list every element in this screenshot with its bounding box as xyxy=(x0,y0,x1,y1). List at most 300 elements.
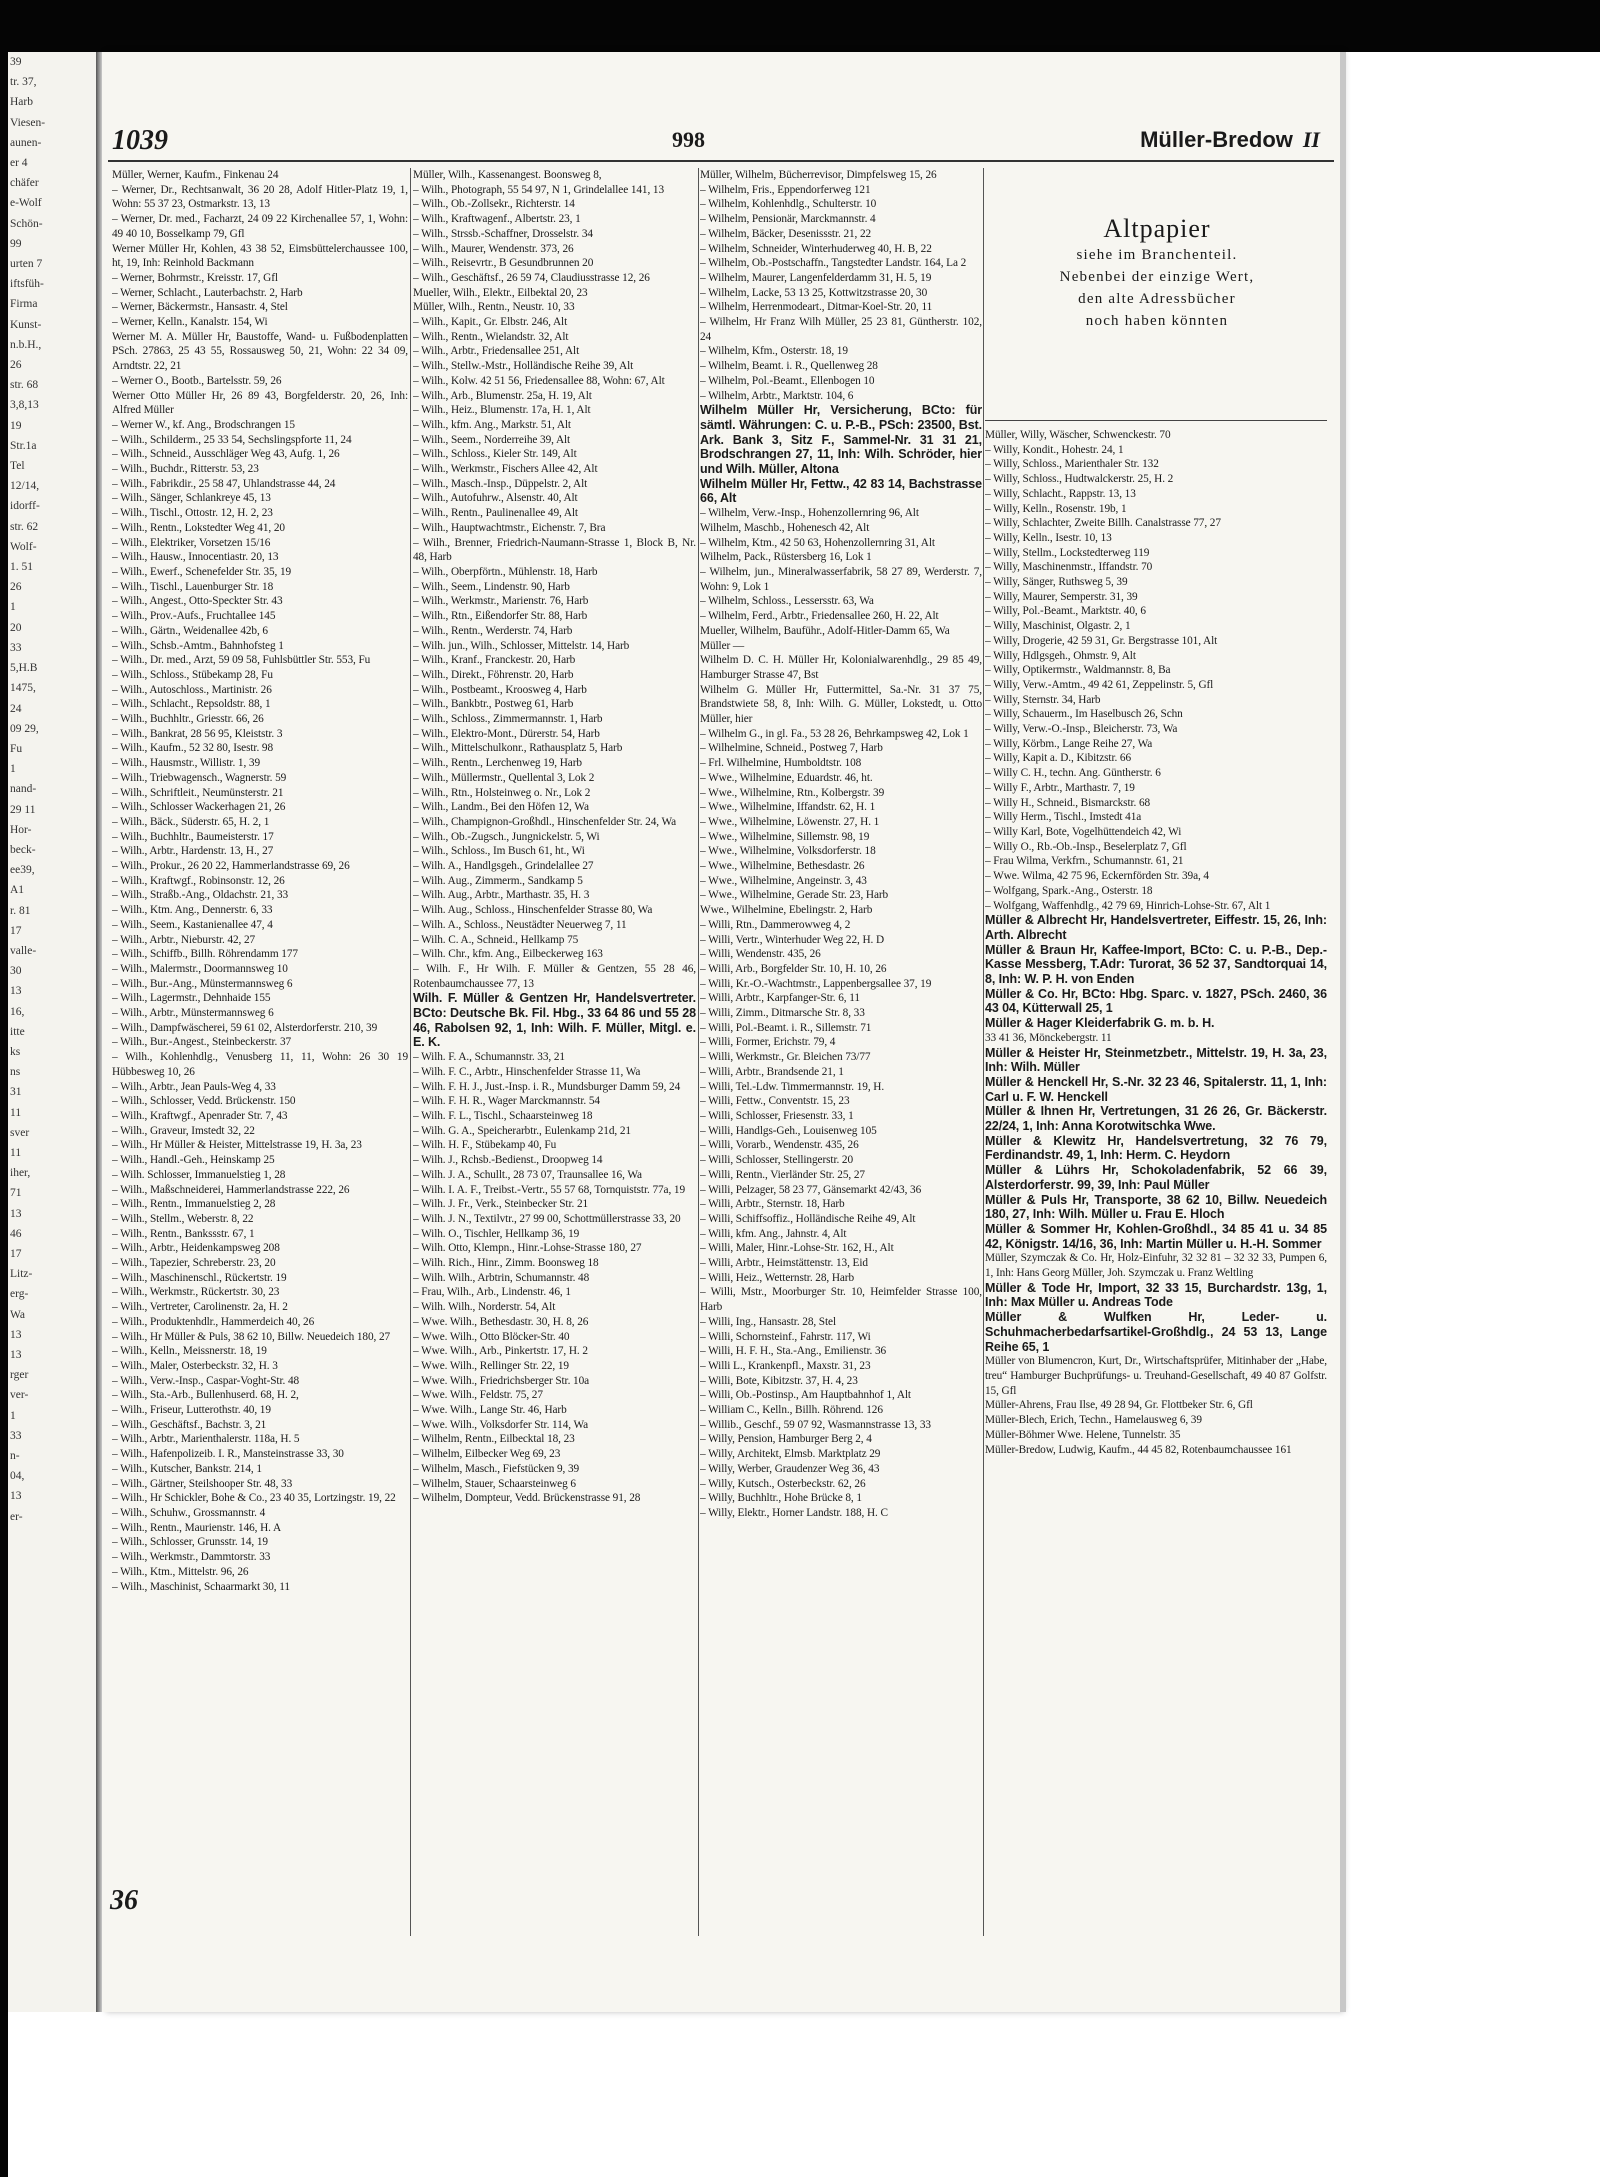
advertisement-line: noch haben könnten xyxy=(1085,313,1229,329)
directory-entry: – Willy, Kondit., Hohestr. 24, 1 xyxy=(985,443,1124,456)
directory-entry: – Wilh., Brenner, Friedrich-Naumann-Strasse 1, Block B, Nr. 48, Harb xyxy=(413,536,696,564)
directory-entry: – Wilh., Schlosser Wackerhagen 21, 26 xyxy=(112,801,286,814)
directory-entry: – Wilh., Maschinist, Schaarmarkt 30, 11 xyxy=(112,1580,290,1593)
previous-page-fragment: 1 xyxy=(10,601,16,614)
directory-entry: – Willy, Verw.-Amtm., 49 42 61, Zeppelinstr. 5, Gfl xyxy=(985,678,1214,691)
directory-entry: – Wwe. Wilh., Lange Str. 46, Harb xyxy=(413,1404,567,1417)
directory-entry: – Willi, Werkmstr., Gr. Bleichen 73/77 xyxy=(700,1051,871,1064)
directory-entry: – Wilh., Elektro-Mont., Dürerstr. 54, Harb xyxy=(413,727,600,740)
directory-entry: – Wilhelm, Hr Franz Wilh Müller, 25 23 81, Güntherstr. 102, 24 xyxy=(700,316,982,343)
directory-entry: – Wilhelm, Schloss., Lessersstr. 63, Wa xyxy=(700,595,874,608)
directory-entry: – Wilh. J., Rchsb.-Bedienst., Droopweg 14 xyxy=(413,1154,603,1167)
directory-entry: – Wilh. A., Schloss., Neustädter Neuerweg 7, 11 xyxy=(413,918,627,931)
directory-entry: Müller & Klewitz Hr, Handelsvertretung, 32 76 79, Ferdinandstr. 49, 1, Inh: Herm. C. Heydorn xyxy=(985,1133,1327,1163)
directory-entry: – Wilh. I. A. F., Treibst.-Vertr., 55 57 68, Tornquiststr. 77a, 19 xyxy=(413,1183,686,1196)
page-header xyxy=(102,125,1340,155)
directory-entry: – Wilh., Mittelschulkonr., Rathausplatz 5, Harb xyxy=(413,742,623,755)
directory-entry: – Wwe., Wilhelmine, Angeinstr. 3, 43 xyxy=(700,874,867,887)
directory-entry: – Wilhelm, Pol.-Beamt., Ellenbogen 10 xyxy=(700,374,875,387)
previous-page-fragment: iher, xyxy=(10,1167,31,1180)
directory-entry: – Wilh., Malermstr., Doormannsweg 10 xyxy=(112,962,288,975)
directory-entry: – Wwe., Wilhelmine, Sillemstr. 98, 19 xyxy=(700,830,870,843)
directory-entry: – Wilh., Strssb.-Schaffner, Drosselstr. 34 xyxy=(413,227,593,240)
directory-entry: Müller & Braun Hr, Kaffee-Import, BCto: C. u. P.-B., Dep.-Kasse Messberg, T.Adr: Turorat, 36 52 37, Sandtorquai 14, 8, Inh: W. P. H. von Enden xyxy=(985,942,1327,987)
directory-entry: – Willi, Ing., Hansastr. 28, Stel xyxy=(700,1315,836,1328)
directory-entry: – Wilhelm, Herrenmodeart., Ditmar-Koel-Str. 20, 11 xyxy=(700,301,933,314)
directory-entry: – Willy, Maschinist, Olgastr. 2, 1 xyxy=(985,620,1131,633)
directory-entry: – Wilh., Rentn., Maurienstr. 146, H. A xyxy=(112,1521,282,1534)
directory-entry: Wilhelm, Pack., Rüstersberg 16, Lok 1 xyxy=(700,551,872,564)
directory-entry: – Wwe. Wilh., Arb., Pinkertstr. 17, H. 2 xyxy=(413,1345,588,1358)
directory-entry: Wilhelm G. Müller Hr, Futtermittel, Sa.-Nr. 31 37 75, Brandstwiete 58, 8, Inh: Wilh. G. Müller, Lokstedt, u. Otto Müller, hier xyxy=(700,683,982,726)
advertisement-line: den alte Adressbücher xyxy=(1078,291,1236,307)
directory-entry: Mueller, Wilh., Elektr., Eilbektal 20, 23 xyxy=(413,286,588,299)
directory-entry: – Wwe., Wilhelmine, Gerade Str. 23, Harb xyxy=(700,889,889,902)
directory-entry: Müller, Willy, Wäscher, Schwenckestr. 70 xyxy=(985,429,1171,441)
header-section: II xyxy=(1302,127,1320,152)
previous-page-fragment: 11 xyxy=(10,1146,22,1159)
previous-page-fragment: 12/14, xyxy=(10,480,40,493)
directory-entry: – Wilh., Kranf., Franckestr. 20, Harb xyxy=(413,654,576,667)
previous-page-fragment: 29 11 xyxy=(10,803,36,816)
directory-entry: Müller-Ahrens, Frau Ilse, 49 28 94, Gr. Flottbeker Str. 6, Gfl xyxy=(985,1399,1253,1412)
directory-entry: – Wilh., Rtn., Eißendorfer Str. 88, Harb xyxy=(413,610,588,623)
directory-entry: – Wilh. F., Hr Wilh. F. Müller & Gentzen, 55 28 46, Rotenbaumchaussee 77, 13 xyxy=(413,962,696,990)
header-running-title xyxy=(1140,127,1320,153)
previous-page-fragment: 1 xyxy=(10,763,16,776)
directory-entry: – Willy, Werber, Graudenzer Weg 36, 43 xyxy=(700,1462,880,1475)
previous-page-fragment: 1. 51 xyxy=(10,561,33,574)
directory-entry: – Wilh., Rentn., Wielandstr. 32, Alt xyxy=(413,330,569,343)
directory-entry: Müller & Ihnen Hr, Vertretungen, 31 26 26, Gr. Bäckerstr. 22/24, 1, Inh: Anna Korotwitschka Wwe. xyxy=(985,1104,1327,1134)
directory-entry: – Wwe., Wilhelmine, Bethesdastr. 26 xyxy=(700,860,865,873)
directory-entry: – Wilh., Ob.-Zollsekr., Richterstr. 14 xyxy=(413,198,575,211)
directory-entry: – Wilh., Seem., Kastanienallee 47, 4 xyxy=(112,918,273,931)
directory-entry: – Wilh., Arbtr., Hardenstr. 13, H., 27 xyxy=(112,845,274,858)
directory-entry: – Willi, Ob.-Postinsp., Am Hauptbahnhof 1, Alt xyxy=(700,1389,911,1402)
directory-entry: – Wilh., Dr. med., Arzt, 59 09 58, Fuhlsbüttler Str. 553, Fu xyxy=(112,654,371,667)
previous-page-fragment: 11 xyxy=(10,1106,22,1119)
previous-page-fragment: 13 xyxy=(10,1490,22,1503)
previous-page-fragment: 16, xyxy=(10,1005,25,1018)
directory-entry: – Wilh., Angest., Otto-Speckter Str. 43 xyxy=(112,595,283,608)
directory-entry: – Werner, Schlacht., Lauterbachstr. 2, Harb xyxy=(112,286,303,299)
directory-entry: – Willi, Arbtr., Sternstr. 18, Harb xyxy=(700,1198,845,1211)
directory-entry: – Willi, Schlosser, Stellingerstr. 20 xyxy=(700,1154,854,1167)
directory-entry: – Wilh., Tapezier, Schreberstr. 23, 20 xyxy=(112,1257,276,1270)
scan-top-border xyxy=(0,0,1600,52)
directory-entry: – Willy, Stellm., Lockstedterweg 119 xyxy=(985,546,1150,559)
directory-entry: – Wilh., Rentn., Immanuelstieg 2, 28 xyxy=(112,1198,276,1211)
directory-entry: – Wilhelm, Arbtr., Marktstr. 104, 6 xyxy=(700,389,854,402)
directory-entry: Müller & Albrecht Hr, Handelsvertreter, Eiffestr. 15, 26, Inh: Arth. Albrecht xyxy=(985,913,1327,942)
previous-page-fragment: n- xyxy=(10,1450,20,1463)
previous-page-fragment: Kunst- xyxy=(10,318,42,331)
directory-entry: – Wilh. F. C., Arbtr., Hinschenfelder Strasse 11, Wa xyxy=(413,1065,641,1078)
directory-entry: – Wilh., Graveur, Imstedt 32, 22 xyxy=(112,1124,255,1137)
directory-entry: – Wilhelm, Dompteur, Vedd. Brückenstrasse 91, 28 xyxy=(413,1492,641,1505)
directory-entry: – Wilhelm, Bäcker, Desenissstr. 21, 22 xyxy=(700,227,872,240)
directory-entry: Müller-Blech, Erich, Techn., Hamelausweg 6, 39 xyxy=(985,1414,1202,1427)
previous-page-fragment: chäfer xyxy=(10,177,39,190)
directory-entry: – Wilhelm, Ferd., Arbtr., Friedensallee 260, H. 22, Alt xyxy=(700,610,939,623)
column-divider xyxy=(410,168,411,1936)
directory-entry: – Wilh., Tischl., Ottostr. 12, H. 2, 23 xyxy=(112,507,273,520)
directory-entry: – Wolfgang, Waffenhdlg., 42 79 69, Hinrich-Lohse-Str. 67, Alt 1 xyxy=(985,899,1271,912)
directory-entry: – Wilh., Bankrat, 28 56 95, Kleiststr. 3 xyxy=(112,727,283,740)
directory-entry: – Wilh., Landm., Bei den Höfen 12, Wa xyxy=(413,801,589,814)
directory-entry: – Wilh., Hausw., Innocentiastr. 20, 13 xyxy=(112,551,279,564)
previous-page-fragment: 09 29, xyxy=(10,722,39,735)
directory-entry: – Wilh., Werkmstr., Marienstr. 76, Harb xyxy=(413,595,589,608)
directory-entry: – Wilh. J. N., Textilvtr., 27 99 00, Schottmüllerstrasse 33, 20 xyxy=(413,1212,681,1225)
directory-entry: – Willy, Schauerm., Im Haselbusch 26, Schn xyxy=(985,708,1183,721)
directory-entry: – Willi, Bote, Kibitzstr. 37, H. 4, 23 xyxy=(700,1374,858,1387)
directory-entry: – Wilhelm, Verw.-Insp., Hohenzollernring 96, Alt xyxy=(700,507,919,520)
directory-entry: – Wilh., Friseur, Lutterothstr. 40, 19 xyxy=(112,1404,271,1417)
directory-entry: – Wwe., Wilhelmine, Eduardstr. 46, ht. xyxy=(700,771,873,784)
directory-entry: – Wilh., Straßb.-Ang., Oldachstr. 21, 33 xyxy=(112,889,289,902)
previous-page-fragment: Tel xyxy=(10,460,25,473)
directory-entry: – Wilh., Ewerf., Schenefelder Str. 35, 19 xyxy=(112,565,292,578)
directory-entry: – Wilhelmine, Schneid., Postweg 7, Harb xyxy=(700,742,883,755)
directory-entry: – Wilh., Oberpförtn., Mühlenstr. 18, Harb xyxy=(413,565,598,578)
directory-entry: – Willi, Fettw., Conventstr. 15, 23 xyxy=(700,1095,850,1108)
directory-entry: – Willi, Arbtr., Heimstättenstr. 13, Eid xyxy=(700,1257,868,1270)
directory-entry: – Wwe. Wilh., Friedrichsberger Str. 10a xyxy=(413,1374,590,1387)
header-title-text: Müller-Bredow xyxy=(1140,127,1293,152)
directory-entry: Müller & Wulfken Hr, Leder- u. Schuhmacherbedarfsartikel-Großhdlg., 24 53 13, Lange Reihe 65, 1 xyxy=(985,1310,1327,1354)
directory-entry: – Wilh., Bäck., Süderstr. 65, H. 2, 1 xyxy=(112,815,270,828)
directory-entry: – Wilh., Arb., Blumenstr. 25a, H. 19, Alt xyxy=(413,389,592,402)
directory-entry: – Wilh., Masch.-Insp., Düppelstr. 2, Alt xyxy=(413,477,588,490)
directory-entry: – Wilh., Rentn., Bankssstr. 67, 1 xyxy=(112,1227,255,1240)
directory-entry: 33 41 36, Mönckebergstr. 11 xyxy=(985,1031,1112,1044)
directory-entry: – Wilh. F. H. R., Wager Marckmannstr. 54 xyxy=(413,1095,600,1108)
directory-entry: Müller & Heister Hr, Steinmetzbetr., Mittelstr. 19, H. 3a, 23, Inh: Wilh. Müller xyxy=(985,1045,1327,1075)
directory-entry: – Willy, Kelln., Rosenstr. 19b, 1 xyxy=(985,502,1127,515)
directory-entry: – Wilh., Verw.-Insp., Caspar-Voght-Str. 48 xyxy=(112,1374,300,1387)
directory-entry: – Willi, Maler, Hinr.-Lohse-Str. 162, H., Alt xyxy=(700,1242,894,1255)
directory-entry: – Willy, Schloss., Hudtwalckerstr. 25, H. 2 xyxy=(985,473,1174,486)
directory-entry: – Willi, Pol.-Beamt. i. R., Sillemstr. 71 xyxy=(700,1021,872,1034)
directory-entry: – Wilh., Lagermstr., Dehnhaide 155 xyxy=(112,992,271,1005)
directory-entry: – Wilh. C. A., Schneid., Hellkamp 75 xyxy=(413,933,579,946)
previous-page-fragment: 13 xyxy=(10,1349,22,1361)
column-1 xyxy=(112,168,408,1938)
directory-entry: – Wilh. Chr., kfm. Ang., Eilbeckerweg 163 xyxy=(413,948,603,961)
directory-entry: – Wilh., Prokur., 26 20 22, Hammerlandstrasse 69, 26 xyxy=(112,860,350,873)
directory-entry: – Wilh., Maschinenschl., Rückertstr. 19 xyxy=(112,1271,287,1284)
directory-entry: – Wilh., Prov.-Aufs., Fruchtallee 145 xyxy=(112,610,276,623)
directory-entry: – Willi, Tel.-Ldw. Timmermannstr. 19, H. xyxy=(700,1080,885,1093)
directory-entry: – Werner W., kf. Ang., Brodschrangen 15 xyxy=(112,418,295,431)
previous-page-fragment: e-Wolf xyxy=(10,197,42,210)
directory-entry: – Frau Wilma, Verkfrn., Schumannstr. 61, 21 xyxy=(985,855,1184,868)
directory-entry: Mueller, Wilhelm, Bauführ., Adolf-Hitler-Damm 65, Wa xyxy=(700,624,950,637)
previous-page-fragment: ns xyxy=(10,1066,21,1079)
directory-entry: – Wilh. Aug., Zimmerm., Sandkamp 5 xyxy=(413,874,583,887)
previous-page-fragment: r. 81 xyxy=(10,904,31,917)
directory-entry: – Wilh., Gärtner, Steilshooper Str. 48, 33 xyxy=(112,1477,293,1490)
directory-entry: – Wilh., Ob.-Zugsch., Jungnickelstr. 5, Wi xyxy=(413,830,600,843)
directory-entry: – Wilh. G. A., Speicherarbtr., Eulenkamp 21d, 21 xyxy=(413,1124,631,1137)
directory-entry: – Wilh., Photograph, 55 54 97, N 1, Grindelallee 141, 13 xyxy=(413,183,665,196)
directory-entry: Müller — xyxy=(700,639,745,652)
previous-page-fragments xyxy=(8,52,96,1527)
directory-entry: – Willi, Wendenstr. 435, 26 xyxy=(700,948,821,961)
directory-entry: – Wilh., Arbtr., Marienthalerstr. 118a, H. 5 xyxy=(112,1433,300,1446)
directory-entry: – Wilh., Dampfwäscherei, 59 61 02, Alsterdorferstr. 210, 39 xyxy=(112,1021,378,1034)
directory-entry: – Wilh. H. F., Stübekamp 40, Fu xyxy=(413,1139,557,1152)
directory-entry: – Wilh., Stellw.-Mstr., Holländische Reihe 39, Alt xyxy=(413,360,634,373)
directory-entry: – Willy, Schlachter, Zweite Billh. Canalstrasse 77, 27 xyxy=(985,517,1221,530)
directory-entry: Müller & Sommer Hr, Kohlen-Großhdl., 34 85 41 u. 34 85 42, Königstr. 14/16, 36, Inh: Martin Müller u. H.-H. Sommer xyxy=(985,1221,1327,1251)
previous-page-fragment: Litz- xyxy=(10,1268,33,1281)
directory-entry: – Willi, Mstr., Moorburger Str. 10, Heimfelder Strasse 100, Harb xyxy=(700,1286,982,1314)
directory-entry: – Werner, Dr. med., Facharzt, 24 09 22 Kirchenallee 57, 1, Wohn: 49 40 10, Bosselkamp 79, Gfl xyxy=(112,213,408,240)
directory-entry: – Willy, Sänger, Ruthsweg 5, 39 xyxy=(985,576,1128,589)
directory-entry: – Wilhelm G., in gl. Fa., 53 28 26, Behrkampsweg 42, Lok 1 xyxy=(700,727,969,740)
directory-entry: – Wilh., Schneid., Ausschläger Weg 43, Aufg. 1, 26 xyxy=(112,448,340,461)
directory-entry: – Wilh., Produktenhdlr., Hammerdeich 40, 26 xyxy=(112,1315,315,1328)
directory-entry: – Wilh., Kutscher, Bankstr. 214, 1 xyxy=(112,1462,262,1475)
directory-entry: – Willi, Heiz., Wetternstr. 28, Harb xyxy=(700,1271,854,1284)
directory-entry: – Wilh., Kraftwgf., Robinsonstr. 12, 26 xyxy=(112,874,285,887)
directory-entry: – Wilh., Arbtr., Friedensallee 251, Alt xyxy=(413,345,580,358)
advertisement-line: Nebenbei der einzige Wert, xyxy=(1059,269,1255,285)
directory-entry: – Willy, Maurer, Semperstr. 31, 39 xyxy=(985,590,1138,603)
directory-entry: Müller, Werner, Kaufm., Finkenau 24 xyxy=(112,169,279,181)
directory-entry: – Willi, Vorarb., Wendenstr. 435, 26 xyxy=(700,1139,859,1152)
directory-entry: – Willy, Buchhltr., Hohe Brücke 8, 1 xyxy=(700,1492,862,1505)
column-4 xyxy=(985,428,1327,1938)
previous-page-fragment: A1 xyxy=(10,884,25,897)
directory-entry: – Wilh., Rentn., Werderstr. 74, Harb xyxy=(413,624,573,637)
previous-page-fragment: itte xyxy=(10,1025,25,1038)
directory-entry: – Wilh. jun., Wilh., Schlosser, Mittelstr. 14, Harb xyxy=(413,639,630,652)
directory-entry: – Wwe. Wilh., Otto Blöcker-Str. 40 xyxy=(413,1330,570,1343)
directory-entry: – Wwe. Wilma, 42 75 96, Eckernförden Str. 39a, 4 xyxy=(985,870,1209,883)
directory-entry: – Wilhelm, Maurer, Langenfelderdamm 31, H. 5, 19 xyxy=(700,271,932,284)
directory-entry: – Wilh., Seem., Lindenstr. 90, Harb xyxy=(413,580,570,593)
directory-entry: – Willy, Maschinenmstr., Iffandstr. 70 xyxy=(985,561,1153,574)
directory-entry: – Wilh., Bur.-Ang., Münstermannsweg 6 xyxy=(112,977,293,990)
directory-entry: – Willi, Schlosser, Friesenstr. 33, 1 xyxy=(700,1110,854,1122)
directory-entry: – Wilhelm, Fris., Eppendorferweg 121 xyxy=(700,183,871,196)
directory-entry: – Wilh., Hr Schickler, Bohe & Co., 23 40 35, Lortzingstr. 19, 22 xyxy=(112,1492,396,1505)
directory-entry: Müller & Tode Hr, Import, 32 33 15, Burchardstr. 13g, 1, Inh: Max Müller u. Andreas Tode xyxy=(985,1280,1327,1310)
directory-entry: – Werner O., Bootb., Bartelsstr. 59, 26 xyxy=(112,374,282,387)
directory-entry: – Wwe. Wilh., Bethesdastr. 30, H. 8, 26 xyxy=(413,1315,589,1328)
previous-page-fragment: str. 68 xyxy=(10,379,39,392)
directory-entry: Müller-Böhmer Wwe. Helene, Tunnelstr. 35 xyxy=(985,1428,1181,1441)
previous-page-fragment: Schön- xyxy=(10,217,43,230)
directory-entry: Wilhelm D. C. H. Müller Hr, Kolonialwarenhdlg., 29 85 49, Hamburger Strasse 47, Bst xyxy=(700,654,982,681)
directory-entry: – Willy, Optikermstr., Waldmannstr. 8, Ba xyxy=(985,664,1171,677)
directory-entry: – Werner, Kelln., Kanalstr. 154, Wi xyxy=(112,316,268,329)
directory-entry: – Wolfgang, Spark.-Ang., Osterstr. 18 xyxy=(985,884,1153,897)
directory-entry: – Willy, Kapit a. D., Kibitzstr. 66 xyxy=(985,752,1132,765)
directory-entry: – Willi, Zimm., Ditmarsche Str. 8, 33 xyxy=(700,1007,865,1020)
directory-entry: Wilhelm, Maschb., Hohenesch 42, Alt xyxy=(700,521,870,534)
directory-entry: – Wilh., Direkt., Föhrenstr. 20, Harb xyxy=(413,668,574,681)
directory-entry: – Willy, Körbm., Lange Reihe 27, Wa xyxy=(985,737,1153,750)
directory-entry: – Willy, Verw.-O.-Insp., Bleicherstr. 73, Wa xyxy=(985,723,1178,736)
directory-entry: Müller & Lührs Hr, Schokoladenfabrik, 52 66 39, Alsterdorferstr. 99, 39, Inh: Paul Müller xyxy=(985,1163,1327,1192)
directory-entry: Wilhelm Müller Hr, Fettw., 42 83 14, Bachstrasse 66, Alt xyxy=(700,476,982,506)
directory-entry: – Wilh., Hr Müller & Heister, Mittelstrasse 19, H. 3a, 23 xyxy=(112,1139,362,1152)
directory-entry: Müller & Hager Kleiderfabrik G. m. b. H. xyxy=(985,1016,1215,1031)
directory-entry: – Willy, Pol.-Beamt., Marktstr. 40, 6 xyxy=(985,605,1146,618)
previous-page-fragment: Wa xyxy=(10,1308,26,1321)
directory-entry: – Wilh., Fabrikdir., 25 58 47, Uhlandstrasse 44, 24 xyxy=(112,477,336,490)
previous-page-fragment: valle- xyxy=(10,944,37,957)
directory-entry: – Wilh., Kaufm., 52 32 80, Isestr. 98 xyxy=(112,742,273,755)
directory-entry: – Wilh., Handl.-Geh., Heinskamp 25 xyxy=(112,1154,275,1167)
directory-entry: – Wilh., Kapit., Gr. Elbstr. 246, Alt xyxy=(413,316,568,329)
header-page-number: 998 xyxy=(672,127,705,152)
directory-entry: – Willib., Geschf., 59 07 92, Wasmannstrasse 13, 33 xyxy=(700,1418,931,1431)
directory-entry: – Frau, Wilh., Arb., Lindenstr. 46, 1 xyxy=(413,1286,571,1299)
previous-page-fragment: 26 xyxy=(10,581,22,594)
directory-entry: – Wilh. A., Handlgsgeh., Grindelallee 27 xyxy=(413,860,594,873)
directory-entry: – Wilh. F. H. J., Just.-Insp. i. R., Mundsburger Damm 59, 24 xyxy=(413,1080,681,1093)
directory-entry: – Wilh., Arbtr., Münstermannsweg 6 xyxy=(112,1007,274,1020)
directory-entry: – Wilhelm, Masch., Fiefstücken 9, 39 xyxy=(413,1462,580,1475)
header-page-range: 1039 xyxy=(112,125,168,156)
directory-entry: – Wilh., Schuhw., Grossmannstr. 4 xyxy=(112,1506,266,1519)
directory-entry: – Wilh., Rtn., Holsteinweg o. Nr., Lok 2 xyxy=(413,786,591,799)
directory-entry: – Wilhelm, Ob.-Postschaffn., Tangstedter Landstr. 164, La 2 xyxy=(700,257,967,270)
directory-entry: – Wilh., Schloss., Im Busch 61, ht., Wi xyxy=(413,845,585,858)
previous-page-fragment: er- xyxy=(10,1510,23,1523)
previous-page-fragment: 33 xyxy=(10,641,22,654)
directory-entry: – Wilhelm, Schneider, Winterhuderweg 40, H. B, 22 xyxy=(700,242,932,255)
previous-page-fragment: ver- xyxy=(10,1389,29,1402)
directory-entry: – Wilh., Heiz., Blumenstr. 17a, H. 1, Alt xyxy=(413,404,591,417)
directory-entry: – Willy, Hdlgsgeh., Ohmstr. 9, Alt xyxy=(985,649,1136,662)
directory-entry: – Wilh., Ktm., Mittelstr. 96, 26 xyxy=(112,1565,249,1578)
directory-entry: Müller & Puls Hr, Transporte, 38 62 10, Billw. Neuedeich 180, 27, Inh: Wilh. Müller u. Frau E. Hloch xyxy=(985,1192,1327,1222)
previous-page-fragment: Fu xyxy=(10,742,23,755)
directory-entry: – Wilh., Kohlenhdlg., Venusberg 11, 11, Wohn: 26 30 19 Hübbesweg 10, 26 xyxy=(112,1051,408,1078)
directory-entry: – Wilh., Buchhltr., Griesstr. 66, 26 xyxy=(112,713,264,726)
directory-entry: – Willi, Schiffsoffiz., Holländische Reihe 49, Alt xyxy=(700,1212,916,1225)
directory-entry: – Wilhelm, Kfm., Osterstr. 18, 19 xyxy=(700,345,848,358)
previous-page-fragment: er 4 xyxy=(10,157,28,170)
directory-entry: – Wilh., Sänger, Schlankreye 45, 13 xyxy=(112,492,271,505)
previous-page-fragment: 1475, xyxy=(10,682,36,695)
directory-entry: – Wilh., Buchdr., Ritterstr. 53, 23 xyxy=(112,463,259,476)
previous-page-fragment: 30 xyxy=(10,965,22,978)
directory-entry: – Willi, Handlgs-Geh., Louisenweg 105 xyxy=(700,1124,877,1137)
directory-entry: – Wilh., Werkmstr., Fischers Allee 42, Alt xyxy=(413,463,598,476)
column-3 xyxy=(700,168,982,1938)
directory-entry: – Wilh., Schlosser, Grunsstr. 14, 19 xyxy=(112,1536,268,1549)
directory-entry: – Wilh. Wilh., Norderstr. 54, Alt xyxy=(413,1301,556,1314)
directory-entry: – Wilh., Hr Müller & Puls, 38 62 10, Billw. Neuedeich 180, 27 xyxy=(112,1330,391,1343)
previous-page-fragment: rger xyxy=(10,1369,29,1382)
previous-page-fragment: 13 xyxy=(10,985,22,998)
directory-entry: – Wilh., Schloss., Zimmermannstr. 1, Harb xyxy=(413,713,603,726)
previous-page-fragment: 17 xyxy=(10,924,22,937)
footer-number: 36 xyxy=(110,1885,138,1916)
directory-entry: – Werner, Dr., Rechtsanwalt, 36 20 28, Adolf Hitler-Platz 19, 1, Wohn: 55 37 23, Ostmarkstr. 13, 13 xyxy=(112,183,408,211)
column-2 xyxy=(413,168,696,1938)
directory-entry: – Wwe. Wilh., Feldstr. 75, 27 xyxy=(413,1389,543,1402)
directory-entry: – Wilh., Bankbtr., Postweg 61, Harb xyxy=(413,698,574,711)
previous-page-fragment: 17 xyxy=(10,1247,22,1260)
previous-page-fragment: Wolf- xyxy=(10,540,37,553)
directory-entry: – Wilh., Autoschloss., Martinistr. 26 xyxy=(112,683,272,696)
previous-page-fragment: n.b.H., xyxy=(10,338,42,351)
directory-entry: – Wilh., Autofuhrw., Alsenstr. 40, Alt xyxy=(413,492,578,505)
advertisement-box xyxy=(988,168,1326,418)
previous-page-fragment: Viesen- xyxy=(10,116,46,129)
directory-entry: – Wilh., Rentn., Lerchenweg 19, Harb xyxy=(413,757,582,770)
previous-page-fragment: nand- xyxy=(10,783,37,796)
directory-entry: Werner M. A. Müller Hr, Baustoffe, Wand- u. Fußbodenplatten PSch. 27863, 25 43 55, Rossausweg 50, 21, Wohn: 22 34 09, Arndtstr. 22, 21 xyxy=(112,330,408,373)
previous-page-fragment: Harb xyxy=(10,96,33,109)
column-divider xyxy=(983,168,984,1936)
previous-page-fragment: iftsfüh- xyxy=(10,278,44,291)
directory-entry: – Willi, kfm. Ang., Jahnstr. 4, Alt xyxy=(700,1227,847,1240)
previous-page-fragment: Firma xyxy=(10,298,38,311)
directory-entry: – Werner, Bohrmstr., Kreisstr. 17, Gfl xyxy=(112,271,278,284)
directory-entry: – Willi, Arb., Borgfelder Str. 10, H. 10, 26 xyxy=(700,962,887,975)
directory-entry: Müller & Henckell Hr, S.-Nr. 32 23 46, Spitalerstr. 11, 1, Inh: Carl u. F. W. Henckell xyxy=(985,1074,1327,1104)
previous-page-fragment: beck- xyxy=(10,843,36,856)
directory-entry: – William C., Kelln., Billh. Röhrend. 126 xyxy=(700,1404,883,1417)
directory-entry: – Willi, Schornsteinf., Fahrstr. 117, Wi xyxy=(700,1330,871,1343)
directory-entry: – Werner, Bäckermstr., Hansastr. 4, Stel xyxy=(112,301,288,314)
directory-entry: – Wilh., Sta.-Arb., Bullenhuserd. 68, H. 2, xyxy=(112,1389,299,1402)
directory-entry: – Wilh., Hafenpolizeib. I. R., Mansteinstrasse 33, 30 xyxy=(112,1448,344,1461)
directory-entry: – Wilh., Reisevrtr., B Gesundbrunnen 20 xyxy=(413,257,594,270)
directory-entry: – Wwe. Wilh., Volksdorfer Str. 114, Wa xyxy=(413,1418,589,1431)
directory-entry: – Wilh., Postbeamt., Kroosweg 4, Harb xyxy=(413,683,587,696)
directory-entry: – Willy Herm., Tischl., Imstedt 41a xyxy=(985,811,1142,824)
directory-entry: – Wilh., Tischl., Lauenburger Str. 18 xyxy=(112,580,274,593)
directory-entry: – Wilhelm, Pensionär, Marckmannstr. 4 xyxy=(700,213,876,226)
directory-entry: Müller-Bredow, Ludwig, Kaufm., 44 45 82, Rotenbaumchaussee 161 xyxy=(985,1443,1292,1456)
directory-entry: Werner Otto Müller Hr, 26 89 43, Borgfelderstr. 20, 26, Inh: Alfred Müller xyxy=(112,389,408,417)
directory-entry: – Willy, Architekt, Elmsb. Marktplatz 29 xyxy=(700,1448,881,1461)
directory-entry: – Wilhelm, Rentn., Eilbecktal 18, 23 xyxy=(413,1433,575,1446)
directory-entry: – Wilh., Schiffb., Billh. Röhrendamm 177 xyxy=(112,948,298,961)
advertisement-rule xyxy=(985,420,1327,421)
directory-entry: – Willy, Kutsch., Osterbeckstr. 62, 26 xyxy=(700,1477,866,1490)
directory-entry: Wilhelm Müller Hr, Versicherung, BCto: für sämtl. Währungen: C. u. P.-B., PSch: 23500, Bst. Ark. Bank 3, Sitz F., Sammel-Nr. 31 31 21, Brodschrangen 27, 11, Inh: Wilh. Schröder, hier und Wilh. Müller, Altona xyxy=(700,403,982,477)
directory-entry: – Wilh., Hauptwachtmstr., Eichenstr. 7, Bra xyxy=(413,521,606,534)
directory-entry: – Wilh. O., Tischler, Hellkamp 36, 19 xyxy=(413,1227,580,1240)
directory-entry: – Willy O., Rb.-Ob.-Insp., Beselerplatz 7, Gfl xyxy=(985,840,1187,853)
directory-entry: – Willy, Schlacht., Rappstr. 13, 13 xyxy=(985,487,1136,500)
directory-entry: – Wilh., Triebwagensch., Wagnerstr. 59 xyxy=(112,771,287,784)
advertisement-line: siehe im Branchenteil. xyxy=(1076,247,1238,263)
directory-entry: – Willi, Vertr., Winterhuder Weg 22, H. D xyxy=(700,933,885,946)
directory-entry: – Wilh., Bur.-Angest., Steinbeckerstr. 37 xyxy=(112,1036,292,1049)
directory-entry: – Wwe., Wilhelmine, Rtn., Kolbergstr. 39 xyxy=(700,786,885,799)
previous-page-edge xyxy=(8,52,98,2012)
directory-entry: – Wilh. F. L., Tischl., Schaarsteinweg 18 xyxy=(413,1110,593,1122)
directory-entry: – Wilh., Kolw. 42 51 56, Friedensallee 88, Wohn: 67, Alt xyxy=(413,374,665,387)
directory-entry: – Willy, Kelln., Isestr. 10, 13 xyxy=(985,531,1112,544)
directory-entry: – Wilhelm, Ktm., 42 50 63, Hohenzollernring 31, Alt xyxy=(700,536,935,549)
directory-entry: – Wilh., kfm. Ang., Markstr. 51, Alt xyxy=(413,418,571,431)
previous-page-fragment: 46 xyxy=(10,1227,22,1240)
